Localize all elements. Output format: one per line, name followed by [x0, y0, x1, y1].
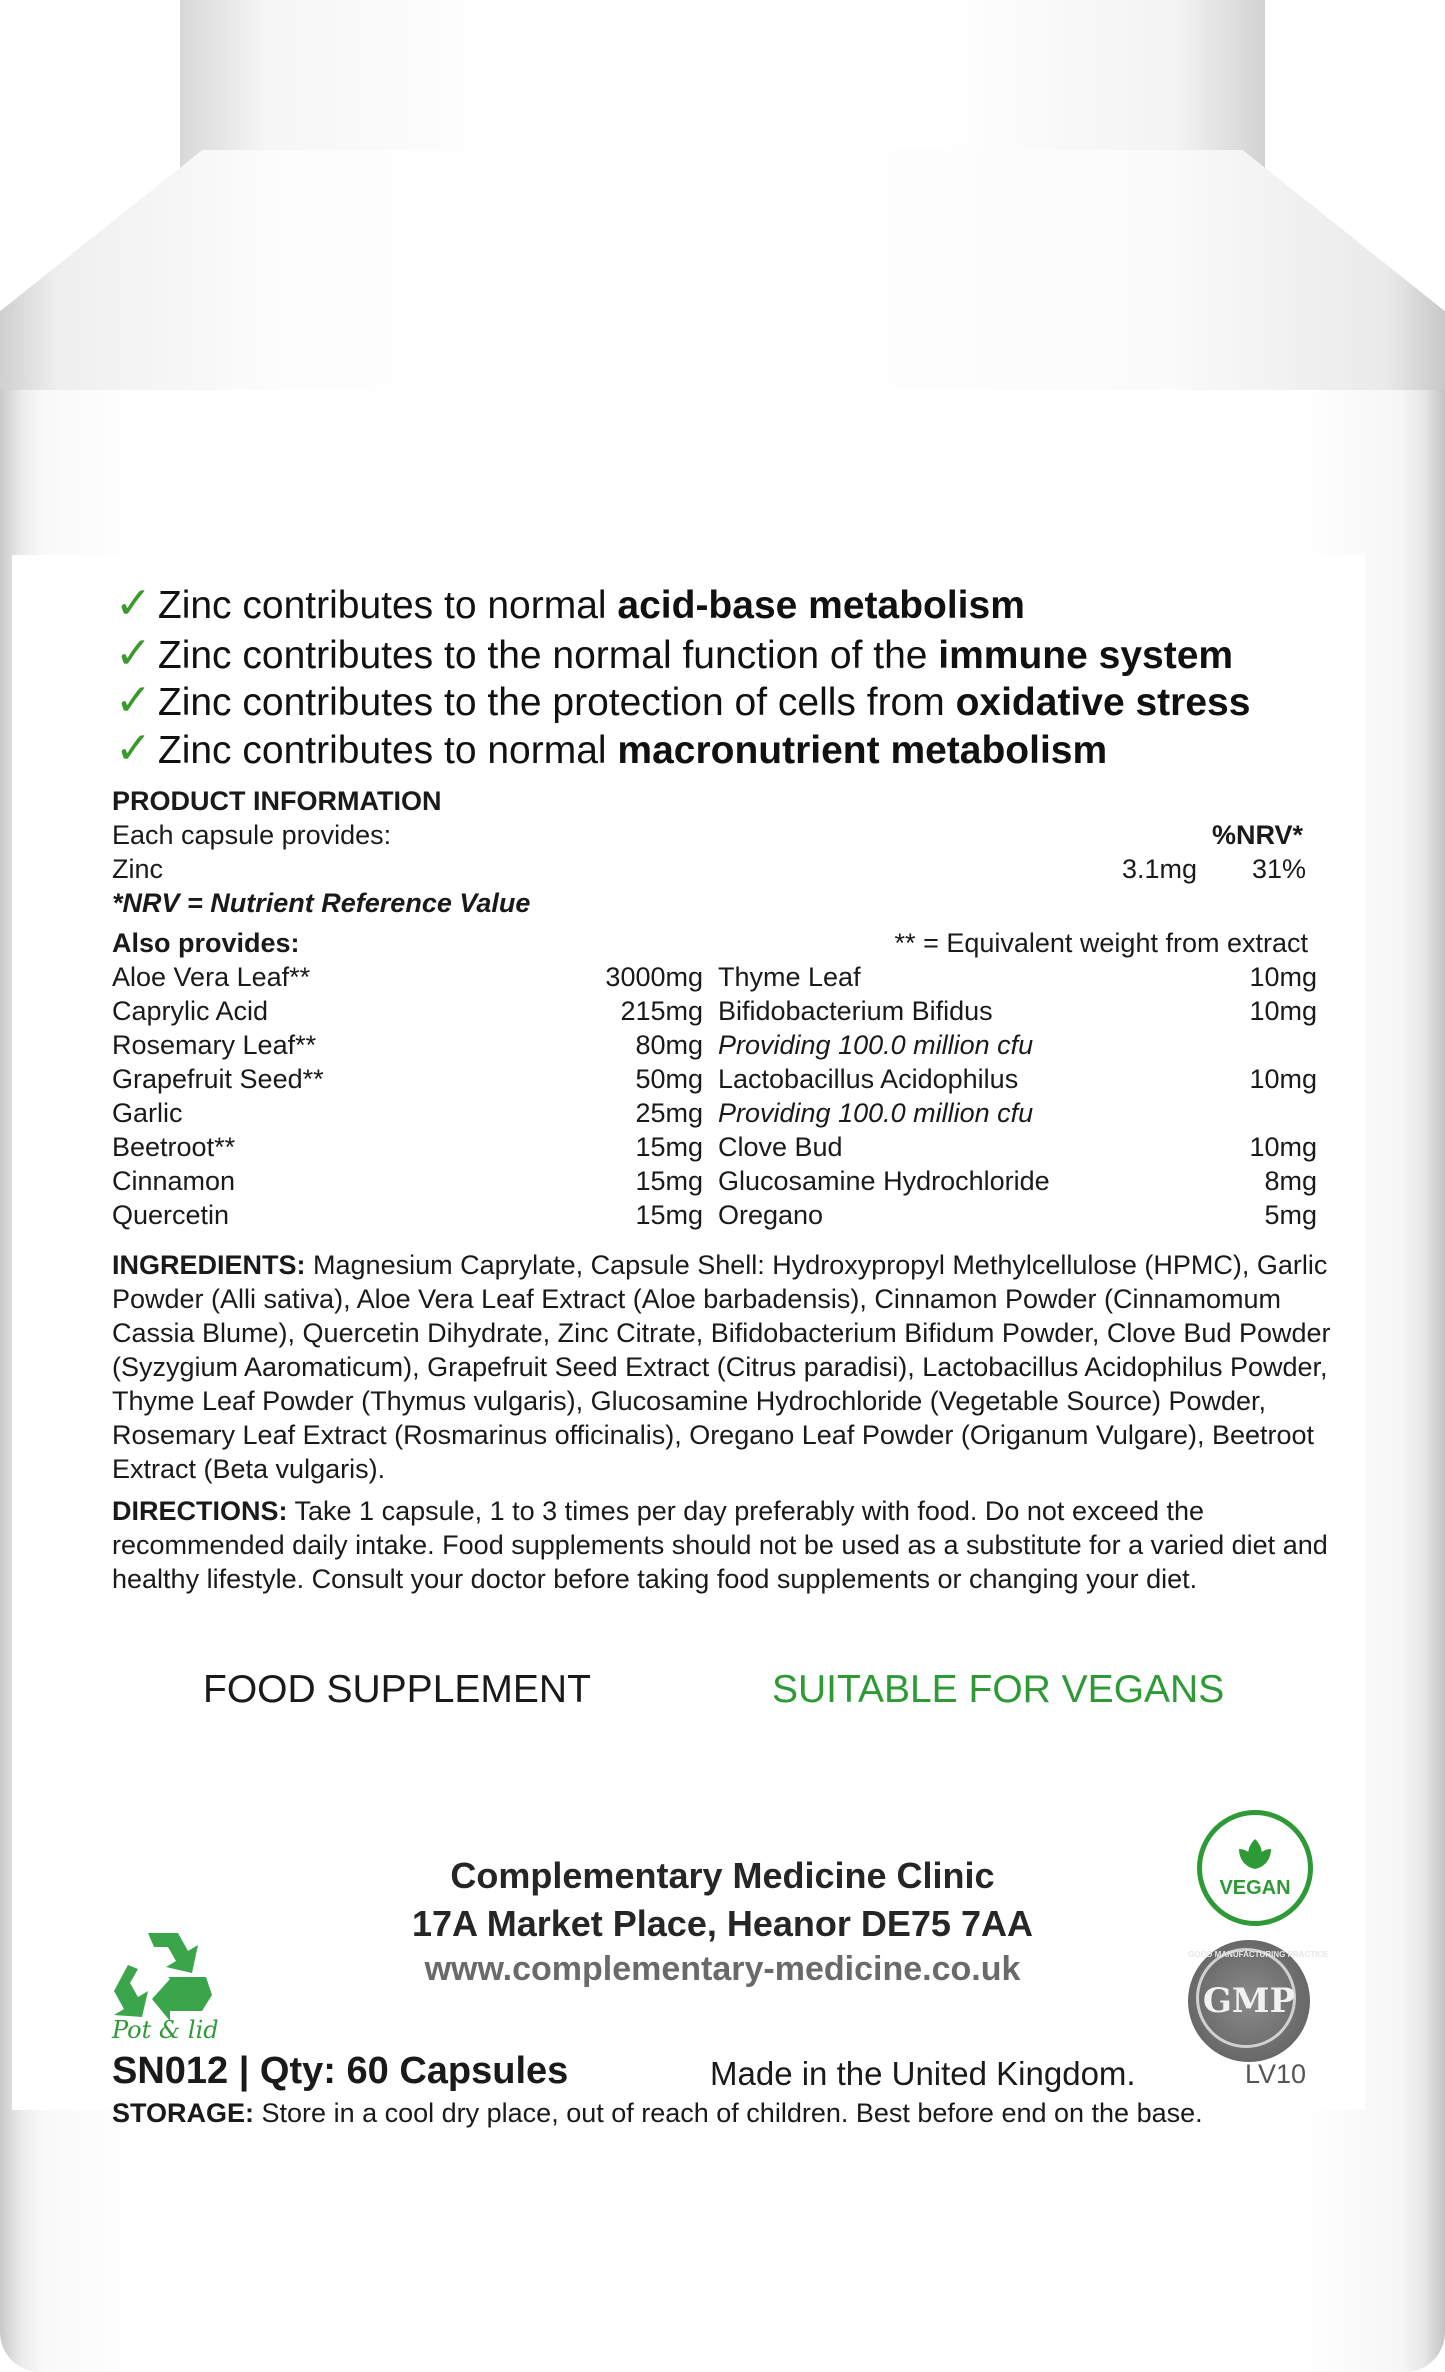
sku-qty: SN012 | Qty: 60 Capsules [112, 2050, 569, 2092]
check-icon: ✓ [115, 629, 152, 678]
gmp-ring-text: GOOD MANUFACTURING PRACTICE [1188, 1950, 1329, 1959]
list-item-amount: 15mg [635, 1132, 703, 1162]
list-item-amount: 10mg [1249, 996, 1317, 1026]
check-icon: ✓ [115, 724, 152, 773]
check-icon: ✓ [115, 579, 152, 628]
list-item: Garlic [112, 1098, 183, 1128]
list-item-amount: 15mg [635, 1200, 703, 1230]
each-capsule-label: Each capsule provides: [112, 820, 392, 850]
storage-heading: STORAGE: [112, 2098, 255, 2128]
list-item-amount: 15mg [635, 1166, 703, 1196]
product-info-heading: PRODUCT INFORMATION [112, 786, 442, 816]
claim-4: ✓ Zinc contributes to normal macronutrient metabolism [115, 724, 1108, 773]
ingredients-paragraph [112, 1248, 1337, 1486]
made-in: Made in the United Kingdom. [710, 2055, 1136, 2092]
storage-text: Store in a cool dry place, out of reach of children. Best before end on the base. [261, 2098, 1203, 2128]
recycle-icon [108, 1925, 218, 2025]
list-item: Rosemary Leaf** [112, 1030, 317, 1060]
list-item: Bifidobacterium Bifidus [718, 996, 993, 1026]
suitable-for-vegans-label: SUITABLE FOR VEGANS [772, 1668, 1225, 1711]
vegan-badge-text: VEGAN [1219, 1876, 1291, 1899]
list-item: Clove Bud [718, 1132, 843, 1162]
list-item-amount: 80mg [635, 1030, 703, 1060]
gmp-badge [1188, 1940, 1329, 2062]
list-item: Providing 100.0 million cfu [718, 1098, 1034, 1128]
list-item: Quercetin [112, 1200, 230, 1230]
list-item: Glucosamine Hydrochloride [718, 1166, 1050, 1196]
version-code: LV10 [1245, 2059, 1307, 2089]
list-item: Beetroot** [112, 1132, 236, 1162]
list-item: Lactobacillus Acidophilus [718, 1064, 1019, 1094]
list-item: Oregano [718, 1200, 824, 1230]
clinic-address: 17A Market Place, Heanor DE75 7AA [412, 1903, 1033, 1944]
vegan-badge [1197, 1810, 1313, 1926]
list-item: Thyme Leaf [718, 962, 861, 992]
claim-1: ✓ Zinc contributes to normal acid-base metabolism [115, 579, 1025, 628]
directions-heading: DIRECTIONS: [112, 1496, 288, 1526]
list-item-amount: 5mg [1264, 1200, 1317, 1230]
directions-paragraph [112, 1494, 1337, 1596]
nrv-header: %NRV* [1212, 820, 1304, 850]
list-item: Cinnamon [112, 1166, 236, 1196]
ingredients-heading: INGREDIENTS: [112, 1250, 306, 1280]
list-item-amount: 10mg [1249, 1064, 1317, 1094]
ingredients-text: Magnesium Caprylate, Capsule Shell: Hydroxypropyl Methylcellulose (HPMC), Garlic Powder (Alli sativa), Aloe Vera Leaf Extract (Aloe barbadensis), Cinnamon Powder (Cinnamomum Cassia Blume), Quercetin Dihydrate, Zinc Citrate, Bifidobacterium Bifidum Powder, Clove Bud Powder (Syzygium Aaromaticum), Grapefruit Seed Extract (Citrus paradisi), Lactobacillus Acidophilus Powder, Thyme Leaf Powder (Thymus vulgaris), Glucosamine Hydrochloride (Vegetable Source) Powder, Rosemary Leaf Extract (Rosmarinus officinalis), Oregano Leaf Powder (Origanum Vulgare), Beetroot Extract (Beta vulgaris). [112, 1250, 1331, 1484]
bottle-shoulder [0, 150, 1445, 410]
claim-2: ✓ Zinc contributes to the normal function of the immune system [115, 629, 1234, 678]
leaf-icon [1233, 1837, 1277, 1875]
clinic-website: www.complementary-medicine.co.uk [424, 1950, 1021, 1988]
list-item: Providing 100.0 million cfu [718, 1030, 1034, 1060]
storage-line [112, 2098, 1203, 2129]
list-item-amount: 25mg [635, 1098, 703, 1128]
directions-text: Take 1 capsule, 1 to 3 times per day preferably with food. Do not exceed the recommended daily intake. Food supplements should not be used as a substitute for a varied diet and healthy lifestyle. Consult your doctor before taking food supplements or changing your diet. [112, 1496, 1328, 1594]
food-supplement-label: FOOD SUPPLEMENT [203, 1668, 591, 1711]
equiv-note: ** = Equivalent weight from extract [894, 928, 1308, 958]
nutrient-nrv: 31% [1252, 854, 1307, 884]
also-provides-heading: Also provides: [112, 928, 300, 958]
list-item-amount: 50mg [635, 1064, 703, 1094]
list-item-amount: 10mg [1249, 962, 1317, 992]
gmp-badge-text: GMP [1202, 1981, 1296, 2021]
list-item-amount: 10mg [1249, 1132, 1317, 1162]
check-icon: ✓ [115, 676, 152, 725]
list-item: Aloe Vera Leaf** [112, 962, 311, 992]
list-item-amount: 215mg [620, 996, 703, 1026]
recycle-caption: Pot & lid [112, 2016, 219, 2044]
claim-3: ✓ Zinc contributes to the protection of cells from oxidative stress [115, 676, 1251, 725]
list-item-amount: 8mg [1264, 1166, 1317, 1196]
list-item: Grapefruit Seed** [112, 1064, 324, 1094]
clinic-name: Complementary Medicine Clinic [450, 1855, 995, 1896]
nrv-note: *NRV = Nutrient Reference Value [112, 888, 531, 918]
list-item: Caprylic Acid [112, 996, 269, 1026]
list-item-amount: 3000mg [605, 962, 703, 992]
nutrient-amount: 3.1mg [1122, 854, 1198, 884]
nutrient-name: Zinc [112, 854, 164, 884]
